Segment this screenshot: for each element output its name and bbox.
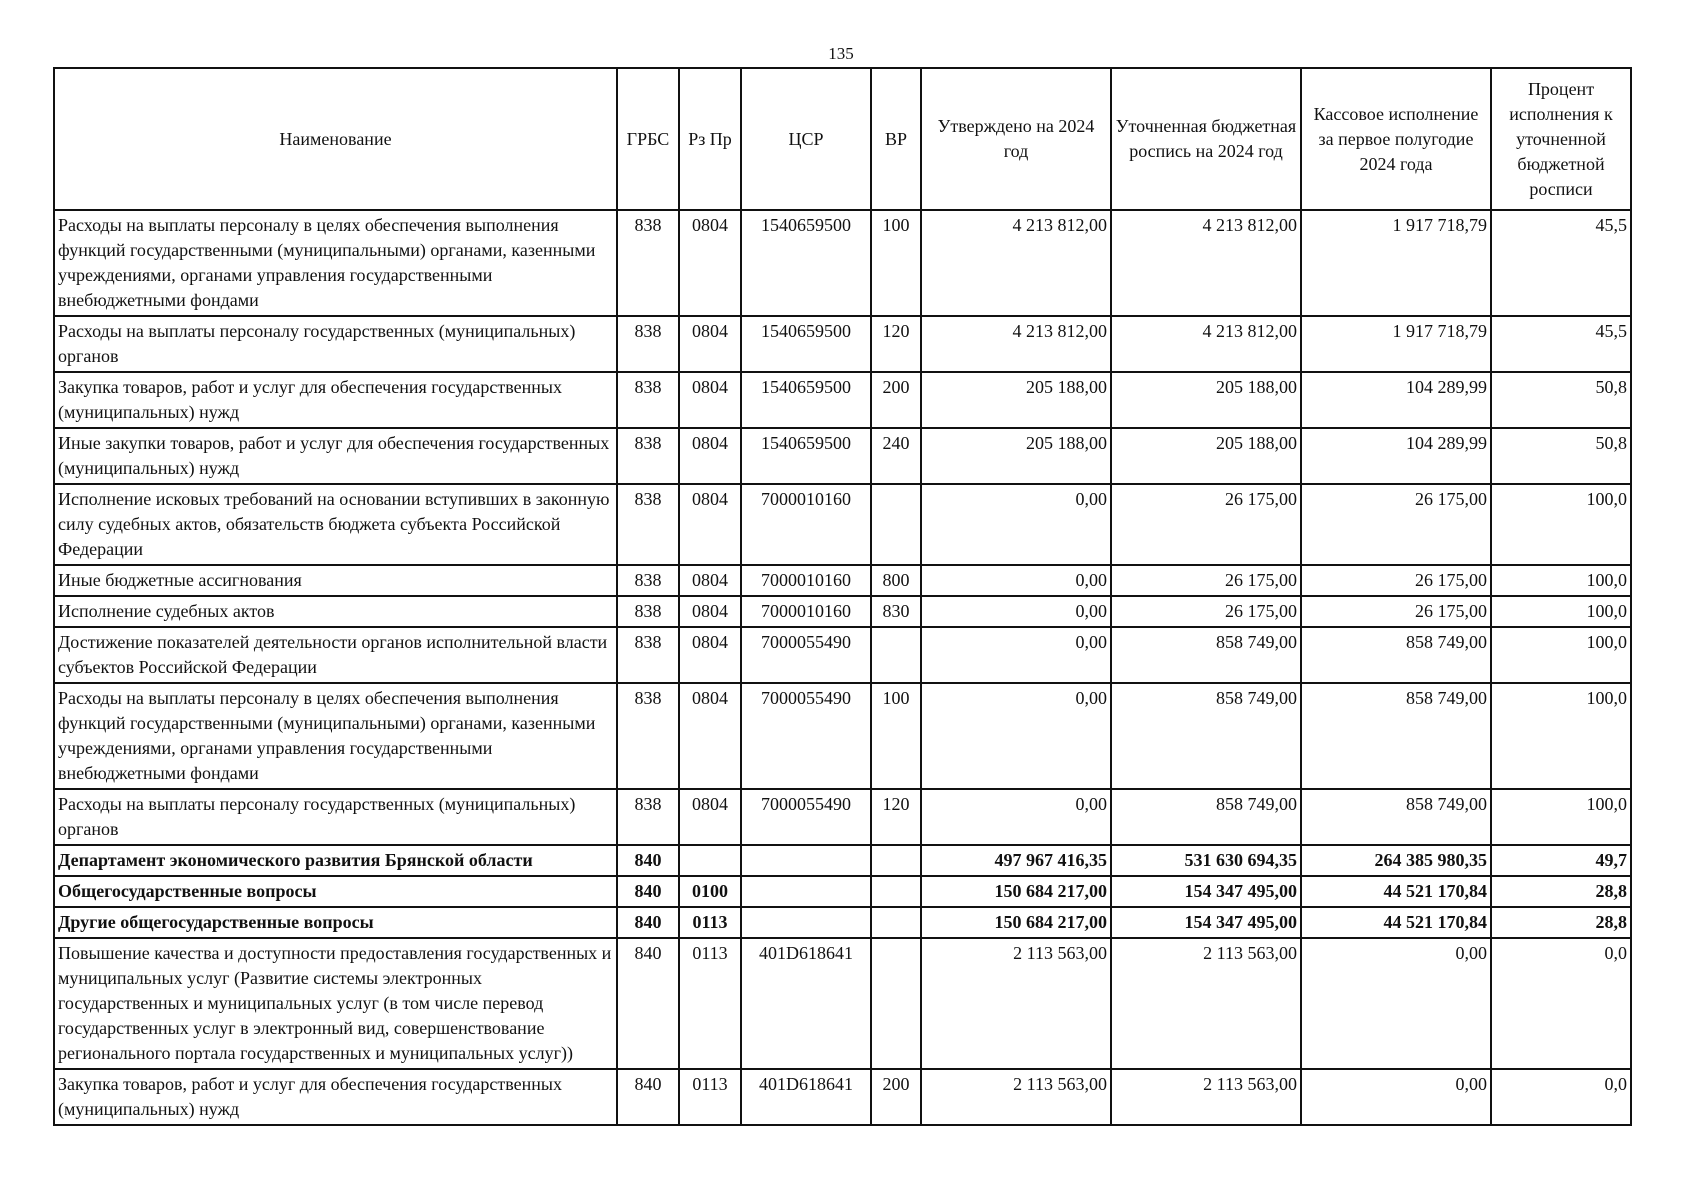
cell-name: Расходы на выплаты персоналу государственных (муниципальных) органов xyxy=(54,316,617,372)
cell-cash: 858 749,00 xyxy=(1301,683,1491,789)
cell-vr xyxy=(871,845,921,876)
cell-name: Общегосударственные вопросы xyxy=(54,876,617,907)
cell-csr: 7000010160 xyxy=(741,484,871,565)
cell-name: Другие общегосударственные вопросы xyxy=(54,907,617,938)
cell-rzpr: 0113 xyxy=(679,907,741,938)
cell-grbs: 838 xyxy=(617,596,679,627)
cell-grbs: 840 xyxy=(617,938,679,1069)
cell-grbs: 840 xyxy=(617,876,679,907)
cell-name: Достижение показателей деятельности органов исполнительной власти субъектов Российской Федерации xyxy=(54,627,617,683)
cell-refined: 531 630 694,35 xyxy=(1111,845,1301,876)
cell-name: Расходы на выплаты персоналу государственных (муниципальных) органов xyxy=(54,789,617,845)
table-header-row xyxy=(54,68,1631,210)
table-row xyxy=(54,1069,1631,1125)
header-approved: Утверждено на 2024 год xyxy=(921,68,1111,210)
cell-refined: 26 175,00 xyxy=(1111,565,1301,596)
table-row xyxy=(54,565,1631,596)
cell-refined: 205 188,00 xyxy=(1111,428,1301,484)
cell-vr xyxy=(871,907,921,938)
cell-percent: 100,0 xyxy=(1491,789,1631,845)
cell-rzpr: 0804 xyxy=(679,210,741,316)
cell-vr: 200 xyxy=(871,1069,921,1125)
table-row xyxy=(54,484,1631,565)
cell-rzpr: 0804 xyxy=(679,428,741,484)
cell-csr xyxy=(741,907,871,938)
cell-refined: 4 213 812,00 xyxy=(1111,316,1301,372)
cell-vr xyxy=(871,938,921,1069)
cell-cash: 26 175,00 xyxy=(1301,596,1491,627)
cell-refined: 858 749,00 xyxy=(1111,683,1301,789)
cell-refined: 4 213 812,00 xyxy=(1111,210,1301,316)
cell-approved: 205 188,00 xyxy=(921,372,1111,428)
cell-cash: 0,00 xyxy=(1301,938,1491,1069)
cell-vr xyxy=(871,627,921,683)
cell-cash: 26 175,00 xyxy=(1301,565,1491,596)
cell-refined: 858 749,00 xyxy=(1111,627,1301,683)
cell-grbs: 838 xyxy=(617,627,679,683)
cell-grbs: 838 xyxy=(617,789,679,845)
cell-percent: 100,0 xyxy=(1491,627,1631,683)
cell-grbs: 838 xyxy=(617,683,679,789)
table-row xyxy=(54,316,1631,372)
cell-refined: 205 188,00 xyxy=(1111,372,1301,428)
cell-csr: 7000055490 xyxy=(741,627,871,683)
cell-approved: 0,00 xyxy=(921,627,1111,683)
cell-csr: 7000055490 xyxy=(741,683,871,789)
cell-approved: 2 113 563,00 xyxy=(921,1069,1111,1125)
cell-csr: 1540659500 xyxy=(741,210,871,316)
cell-vr: 830 xyxy=(871,596,921,627)
cell-rzpr: 0804 xyxy=(679,372,741,428)
cell-grbs: 838 xyxy=(617,428,679,484)
table-body xyxy=(54,210,1631,1125)
page-number: 135 xyxy=(828,44,854,63)
cell-name: Иные бюджетные ассигнования xyxy=(54,565,617,596)
cell-approved: 205 188,00 xyxy=(921,428,1111,484)
cell-csr: 7000010160 xyxy=(741,596,871,627)
cell-percent: 50,8 xyxy=(1491,372,1631,428)
cell-rzpr xyxy=(679,845,741,876)
budget-table xyxy=(53,67,1632,1126)
table-row xyxy=(54,907,1631,938)
cell-grbs: 838 xyxy=(617,565,679,596)
cell-rzpr: 0804 xyxy=(679,596,741,627)
cell-approved: 0,00 xyxy=(921,565,1111,596)
cell-name: Повышение качества и доступности предоставления государственных и муниципальных услуг (Развитие системы электронных государственных и муниципальных услуг (в том числе перевод государственных услуг в электронный вид, совершенствование регионального портала государственных и муниципальных услуг)) xyxy=(54,938,617,1069)
cell-percent: 100,0 xyxy=(1491,596,1631,627)
cell-rzpr: 0804 xyxy=(679,565,741,596)
cell-vr xyxy=(871,876,921,907)
table-row xyxy=(54,627,1631,683)
cell-vr: 120 xyxy=(871,316,921,372)
cell-cash: 44 521 170,84 xyxy=(1301,907,1491,938)
cell-grbs: 838 xyxy=(617,484,679,565)
cell-grbs: 838 xyxy=(617,372,679,428)
cell-refined: 26 175,00 xyxy=(1111,484,1301,565)
cell-name: Исполнение исковых требований на основании вступивших в законную силу судебных актов, обязательств бюджета субъекта Российской Федерации xyxy=(54,484,617,565)
cell-csr: 401D618641 xyxy=(741,1069,871,1125)
cell-vr: 240 xyxy=(871,428,921,484)
cell-approved: 4 213 812,00 xyxy=(921,210,1111,316)
cell-cash: 0,00 xyxy=(1301,1069,1491,1125)
cell-rzpr: 0804 xyxy=(679,316,741,372)
table-row xyxy=(54,596,1631,627)
header-refined: Уточненная бюджетная роспись на 2024 год xyxy=(1111,68,1301,210)
cell-percent: 28,8 xyxy=(1491,907,1631,938)
cell-name: Расходы на выплаты персоналу в целях обеспечения выполнения функций государственными (муниципальными) органами, казенными учреждениями, органами управления государственными внебюджетными фондами xyxy=(54,683,617,789)
cell-name: Закупка товаров, работ и услуг для обеспечения государственных (муниципальных) нужд xyxy=(54,372,617,428)
cell-grbs: 838 xyxy=(617,316,679,372)
cell-cash: 1 917 718,79 xyxy=(1301,316,1491,372)
table-row xyxy=(54,428,1631,484)
cell-approved: 2 113 563,00 xyxy=(921,938,1111,1069)
cell-percent: 0,0 xyxy=(1491,938,1631,1069)
table-row xyxy=(54,683,1631,789)
cell-vr: 200 xyxy=(871,372,921,428)
cell-cash: 44 521 170,84 xyxy=(1301,876,1491,907)
cell-csr: 1540659500 xyxy=(741,372,871,428)
cell-rzpr: 0113 xyxy=(679,938,741,1069)
cell-percent: 45,5 xyxy=(1491,210,1631,316)
cell-name: Исполнение судебных актов xyxy=(54,596,617,627)
header-percent: Процент исполнения к уточненной бюджетной росписи xyxy=(1491,68,1631,210)
cell-refined: 26 175,00 xyxy=(1111,596,1301,627)
cell-grbs: 840 xyxy=(617,845,679,876)
cell-approved: 0,00 xyxy=(921,596,1111,627)
cell-name: Иные закупки товаров, работ и услуг для обеспечения государственных (муниципальных) нужд xyxy=(54,428,617,484)
cell-approved: 497 967 416,35 xyxy=(921,845,1111,876)
header-csr: ЦСР xyxy=(741,68,871,210)
table-row xyxy=(54,876,1631,907)
cell-percent: 0,0 xyxy=(1491,1069,1631,1125)
cell-approved: 0,00 xyxy=(921,683,1111,789)
cell-vr xyxy=(871,484,921,565)
cell-refined: 154 347 495,00 xyxy=(1111,876,1301,907)
cell-refined: 858 749,00 xyxy=(1111,789,1301,845)
cell-rzpr: 0113 xyxy=(679,1069,741,1125)
cell-csr: 7000055490 xyxy=(741,789,871,845)
cell-csr xyxy=(741,845,871,876)
cell-percent: 45,5 xyxy=(1491,316,1631,372)
cell-cash: 858 749,00 xyxy=(1301,789,1491,845)
table-row xyxy=(54,210,1631,316)
cell-grbs: 838 xyxy=(617,210,679,316)
table-row xyxy=(54,845,1631,876)
cell-csr: 7000010160 xyxy=(741,565,871,596)
cell-cash: 264 385 980,35 xyxy=(1301,845,1491,876)
cell-rzpr: 0804 xyxy=(679,627,741,683)
cell-cash: 858 749,00 xyxy=(1301,627,1491,683)
cell-csr: 1540659500 xyxy=(741,316,871,372)
cell-cash: 26 175,00 xyxy=(1301,484,1491,565)
cell-percent: 49,7 xyxy=(1491,845,1631,876)
cell-vr: 100 xyxy=(871,683,921,789)
header-rzpr: Рз Пр xyxy=(679,68,741,210)
cell-approved: 150 684 217,00 xyxy=(921,907,1111,938)
cell-name: Расходы на выплаты персоналу в целях обеспечения выполнения функций государственными (муниципальными) органами, казенными учреждениями, органами управления государственными внебюджетными фондами xyxy=(54,210,617,316)
cell-csr: 1540659500 xyxy=(741,428,871,484)
cell-refined: 154 347 495,00 xyxy=(1111,907,1301,938)
header-cash: Кассовое исполнение за первое полугодие 2024 года xyxy=(1301,68,1491,210)
table-row xyxy=(54,938,1631,1069)
cell-cash: 1 917 718,79 xyxy=(1301,210,1491,316)
cell-approved: 4 213 812,00 xyxy=(921,316,1111,372)
cell-name: Департамент экономического развития Брянской области xyxy=(54,845,617,876)
cell-approved: 0,00 xyxy=(921,484,1111,565)
cell-vr: 120 xyxy=(871,789,921,845)
cell-approved: 150 684 217,00 xyxy=(921,876,1111,907)
cell-vr: 800 xyxy=(871,565,921,596)
cell-refined: 2 113 563,00 xyxy=(1111,938,1301,1069)
cell-percent: 100,0 xyxy=(1491,484,1631,565)
header-name: Наименование xyxy=(54,68,617,210)
cell-csr xyxy=(741,876,871,907)
cell-cash: 104 289,99 xyxy=(1301,372,1491,428)
cell-percent: 28,8 xyxy=(1491,876,1631,907)
cell-rzpr: 0804 xyxy=(679,683,741,789)
cell-percent: 100,0 xyxy=(1491,565,1631,596)
header-vr: ВР xyxy=(871,68,921,210)
cell-rzpr: 0804 xyxy=(679,484,741,565)
cell-rzpr: 0100 xyxy=(679,876,741,907)
cell-cash: 104 289,99 xyxy=(1301,428,1491,484)
cell-grbs: 840 xyxy=(617,1069,679,1125)
cell-vr: 100 xyxy=(871,210,921,316)
cell-name: Закупка товаров, работ и услуг для обеспечения государственных (муниципальных) нужд xyxy=(54,1069,617,1125)
cell-csr: 401D618641 xyxy=(741,938,871,1069)
cell-refined: 2 113 563,00 xyxy=(1111,1069,1301,1125)
cell-percent: 50,8 xyxy=(1491,428,1631,484)
cell-rzpr: 0804 xyxy=(679,789,741,845)
table-row xyxy=(54,789,1631,845)
cell-approved: 0,00 xyxy=(921,789,1111,845)
cell-grbs: 840 xyxy=(617,907,679,938)
table-row xyxy=(54,372,1631,428)
header-grbs: ГРБС xyxy=(617,68,679,210)
cell-percent: 100,0 xyxy=(1491,683,1631,789)
